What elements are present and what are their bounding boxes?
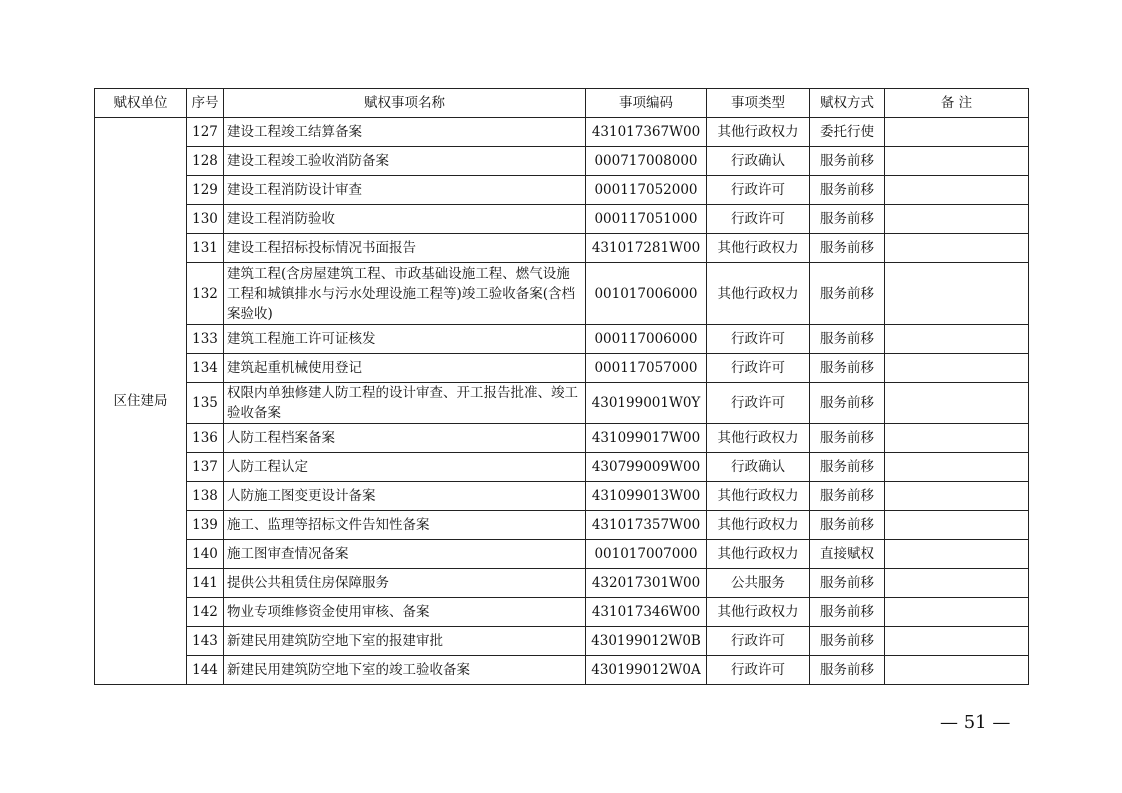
type-cell: 行政许可 [707,354,810,383]
code-cell: 000117057000 [586,354,707,383]
note-cell [885,205,1029,234]
name-cell: 人防工程认定 [224,453,586,482]
header-name: 赋权事项名称 [224,89,586,118]
type-cell: 行政确认 [707,453,810,482]
mode-cell: 服务前移 [810,511,885,540]
table-row [95,147,1029,176]
seq-cell: 131 [187,234,224,263]
mode-cell: 服务前移 [810,354,885,383]
name-cell: 建设工程招标投标情况书面报告 [224,234,586,263]
note-cell [885,482,1029,511]
seq-cell: 132 [187,263,224,325]
code-cell: 430199001W0Y [586,383,707,424]
table-row [95,424,1029,453]
code-cell: 000717008000 [586,147,707,176]
name-cell: 人防工程档案备案 [224,424,586,453]
mode-cell: 服务前移 [810,176,885,205]
name-cell: 新建民用建筑防空地下室的竣工验收备案 [224,656,586,685]
name-cell: 物业专项维修资金使用审核、备案 [224,598,586,627]
note-cell [885,424,1029,453]
note-cell [885,627,1029,656]
type-cell: 行政许可 [707,176,810,205]
type-cell: 行政许可 [707,656,810,685]
header-mode: 赋权方式 [810,89,885,118]
type-cell: 其他行政权力 [707,482,810,511]
note-cell [885,263,1029,325]
table-row [95,263,1029,325]
mode-cell: 服务前移 [810,383,885,424]
table-row [95,234,1029,263]
mode-cell: 服务前移 [810,205,885,234]
table-row [95,569,1029,598]
header-note: 备 注 [885,89,1029,118]
note-cell [885,325,1029,354]
note-cell [885,118,1029,147]
code-cell: 000117051000 [586,205,707,234]
table-header-row [95,89,1029,118]
mode-cell: 委托行使 [810,118,885,147]
table-row [95,354,1029,383]
name-cell: 建筑工程施工许可证核发 [224,325,586,354]
code-cell: 430199012W0B [586,627,707,656]
seq-cell: 142 [187,598,224,627]
type-cell: 其他行政权力 [707,234,810,263]
header-seq: 序号 [187,89,224,118]
name-cell: 权限内单独修建人防工程的设计审查、开工报告批准、竣工验收备案 [224,383,586,424]
seq-cell: 144 [187,656,224,685]
type-cell: 其他行政权力 [707,598,810,627]
note-cell [885,234,1029,263]
seq-cell: 135 [187,383,224,424]
mode-cell: 服务前移 [810,598,885,627]
name-cell: 建设工程竣工结算备案 [224,118,586,147]
mode-cell: 服务前移 [810,234,885,263]
code-cell: 000117006000 [586,325,707,354]
mode-cell: 服务前移 [810,482,885,511]
table-row [95,511,1029,540]
header-type: 事项类型 [707,89,810,118]
type-cell: 其他行政权力 [707,511,810,540]
table-row [95,176,1029,205]
table-row [95,656,1029,685]
note-cell [885,656,1029,685]
seq-cell: 141 [187,569,224,598]
code-cell: 431017281W00 [586,234,707,263]
type-cell: 公共服务 [707,569,810,598]
table-row [95,325,1029,354]
seq-cell: 143 [187,627,224,656]
mode-cell: 服务前移 [810,656,885,685]
note-cell [885,147,1029,176]
code-cell: 431017346W00 [586,598,707,627]
seq-cell: 127 [187,118,224,147]
table-row [95,383,1029,424]
note-cell [885,511,1029,540]
table-row [95,627,1029,656]
seq-cell: 137 [187,453,224,482]
code-cell: 000117052000 [586,176,707,205]
type-cell: 其他行政权力 [707,118,810,147]
table-row [95,205,1029,234]
table-row [95,118,1029,147]
table-row [95,453,1029,482]
type-cell: 其他行政权力 [707,540,810,569]
type-cell: 其他行政权力 [707,424,810,453]
code-cell: 431099013W00 [586,482,707,511]
name-cell: 建设工程消防设计审查 [224,176,586,205]
seq-cell: 130 [187,205,224,234]
code-cell: 001017007000 [586,540,707,569]
name-cell: 新建民用建筑防空地下室的报建审批 [224,627,586,656]
type-cell: 行政许可 [707,383,810,424]
header-code: 事项编码 [586,89,707,118]
mode-cell: 服务前移 [810,453,885,482]
unit-cell: 区住建局 [95,118,187,685]
type-cell: 行政确认 [707,147,810,176]
code-cell: 430199012W0A [586,656,707,685]
mode-cell: 服务前移 [810,147,885,176]
seq-cell: 136 [187,424,224,453]
code-cell: 431099017W00 [586,424,707,453]
name-cell: 建设工程消防验收 [224,205,586,234]
note-cell [885,569,1029,598]
seq-cell: 140 [187,540,224,569]
name-cell: 建设工程竣工验收消防备案 [224,147,586,176]
type-cell: 行政许可 [707,325,810,354]
code-cell: 430799009W00 [586,453,707,482]
note-cell [885,598,1029,627]
seq-cell: 139 [187,511,224,540]
mode-cell: 服务前移 [810,325,885,354]
seq-cell: 134 [187,354,224,383]
table-row [95,482,1029,511]
seq-cell: 138 [187,482,224,511]
seq-cell: 128 [187,147,224,176]
mode-cell: 服务前移 [810,627,885,656]
name-cell: 施工、监理等招标文件告知性备案 [224,511,586,540]
note-cell [885,176,1029,205]
mode-cell: 服务前移 [810,569,885,598]
seq-cell: 129 [187,176,224,205]
name-cell: 提供公共租赁住房保障服务 [224,569,586,598]
type-cell: 行政许可 [707,627,810,656]
table-row [95,598,1029,627]
name-cell: 建筑起重机械使用登记 [224,354,586,383]
type-cell: 其他行政权力 [707,263,810,325]
name-cell: 施工图审查情况备案 [224,540,586,569]
mode-cell: 直接赋权 [810,540,885,569]
header-unit: 赋权单位 [95,89,187,118]
empowerment-items-table [94,88,1029,685]
code-cell: 431017357W00 [586,511,707,540]
table-row [95,540,1029,569]
code-cell: 001017006000 [586,263,707,325]
mode-cell: 服务前移 [810,424,885,453]
page-number: — 51 — [940,712,1011,733]
code-cell: 432017301W00 [586,569,707,598]
note-cell [885,383,1029,424]
mode-cell: 服务前移 [810,263,885,325]
note-cell [885,540,1029,569]
name-cell: 人防施工图变更设计备案 [224,482,586,511]
code-cell: 431017367W00 [586,118,707,147]
note-cell [885,354,1029,383]
note-cell [885,453,1029,482]
seq-cell: 133 [187,325,224,354]
type-cell: 行政许可 [707,205,810,234]
name-cell: 建筑工程(含房屋建筑工程、市政基础设施工程、燃气设施工程和城镇排水与污水处理设施工程等)竣工验收备案(含档案验收) [224,263,586,325]
